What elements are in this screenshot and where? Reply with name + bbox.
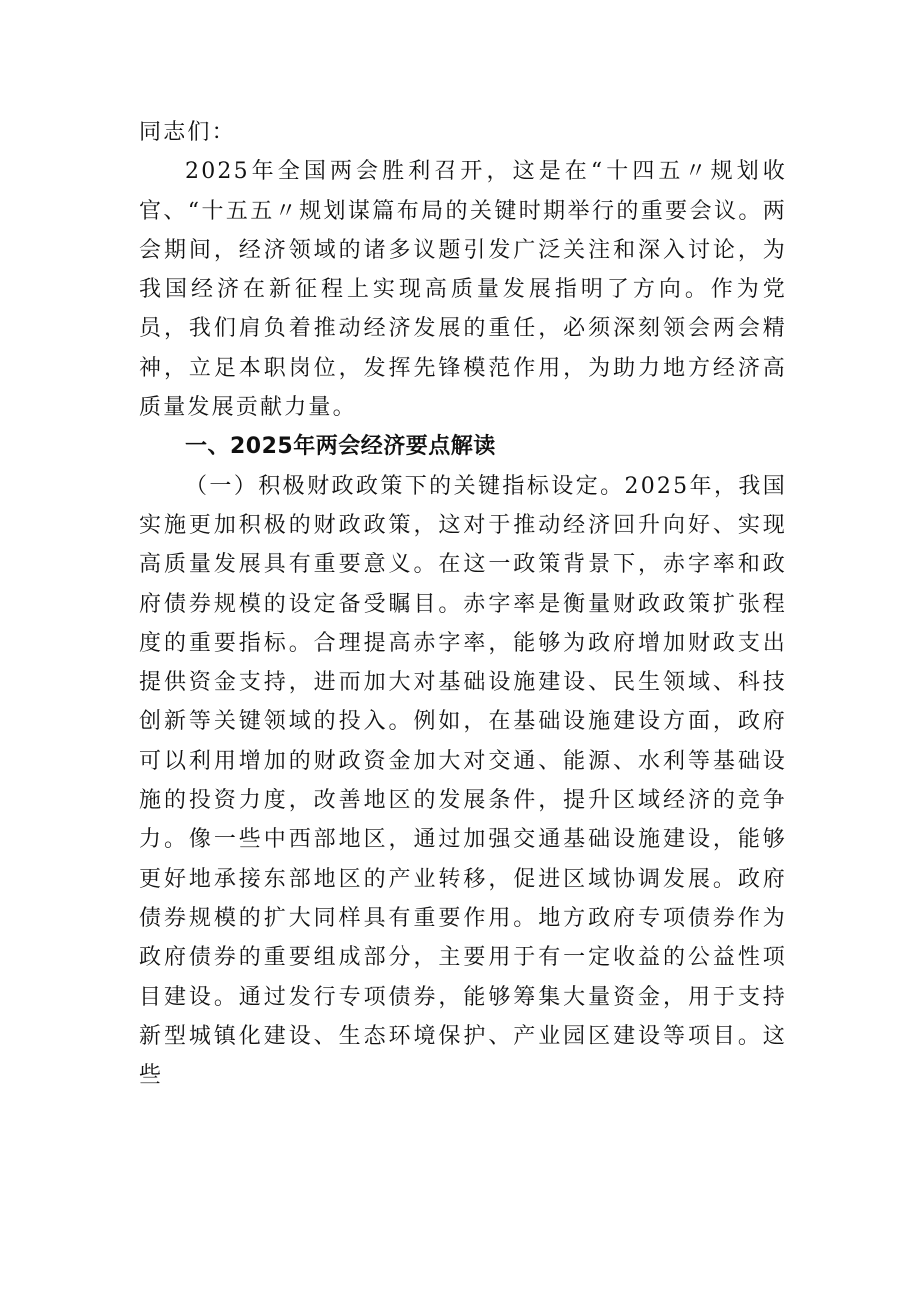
document-body (139, 113, 787, 1095)
salutation: 同志们： (139, 120, 236, 145)
section-heading: 一、2025年两会经济要点解读 (185, 434, 496, 460)
section-paragraph: （一）积极财政政策下的关键指标设定。2025年，我国实施更加积极的财政政策，这对于推动经济回升向好、实现高质量发展具有重要意义。在这一政策背景下，赤字率和政府债券规模的设定备受瞩目。赤字率是衡量财政政策扩张程度的重要指标。合理提高赤字率，能够为政府增加财政支出提供资金支持，进而加大对基础设施建设、民生领域、科技创新等关键领域的投入。例如，在基础设施建设方面，政府可以利用增加的财政资金加大对交通、能源、水利等基础设施的投资力度，改善地区的发展条件，提升区域经济的竞争力。像一些中西部地区，通过加强交通基础设施建设，能够更好地承接东部地区的产业转移，促进区域协调发展。政府债券规模的扩大同样具有重要作用。地方政府专项债券作为政府债券的重要组成部分，主要用于有一定收益的公益性项目建设。通过发行专项债券，能够筹集大量资金，用于支持新型城镇化建设、生态环境保护、产业园区建设等项目。这些 (139, 473, 787, 1089)
intro-paragraph: 2025年全国两会胜利召开，这是在“十四五〃规划收官、“十五五〃规划谋篇布局的关键时期举行的重要会议。两会期间，经济领域的诸多议题引发广泛关注和深入讨论，为我国经济在新征程上实现高质量发展指明了方向。作为党员，我们肩负着推动经济发展的重任，必须深刻领会两会精神，立足本职岗位，发挥先锋模范作用，为助力地方经济高质量发展贡献力量。 (139, 159, 787, 421)
